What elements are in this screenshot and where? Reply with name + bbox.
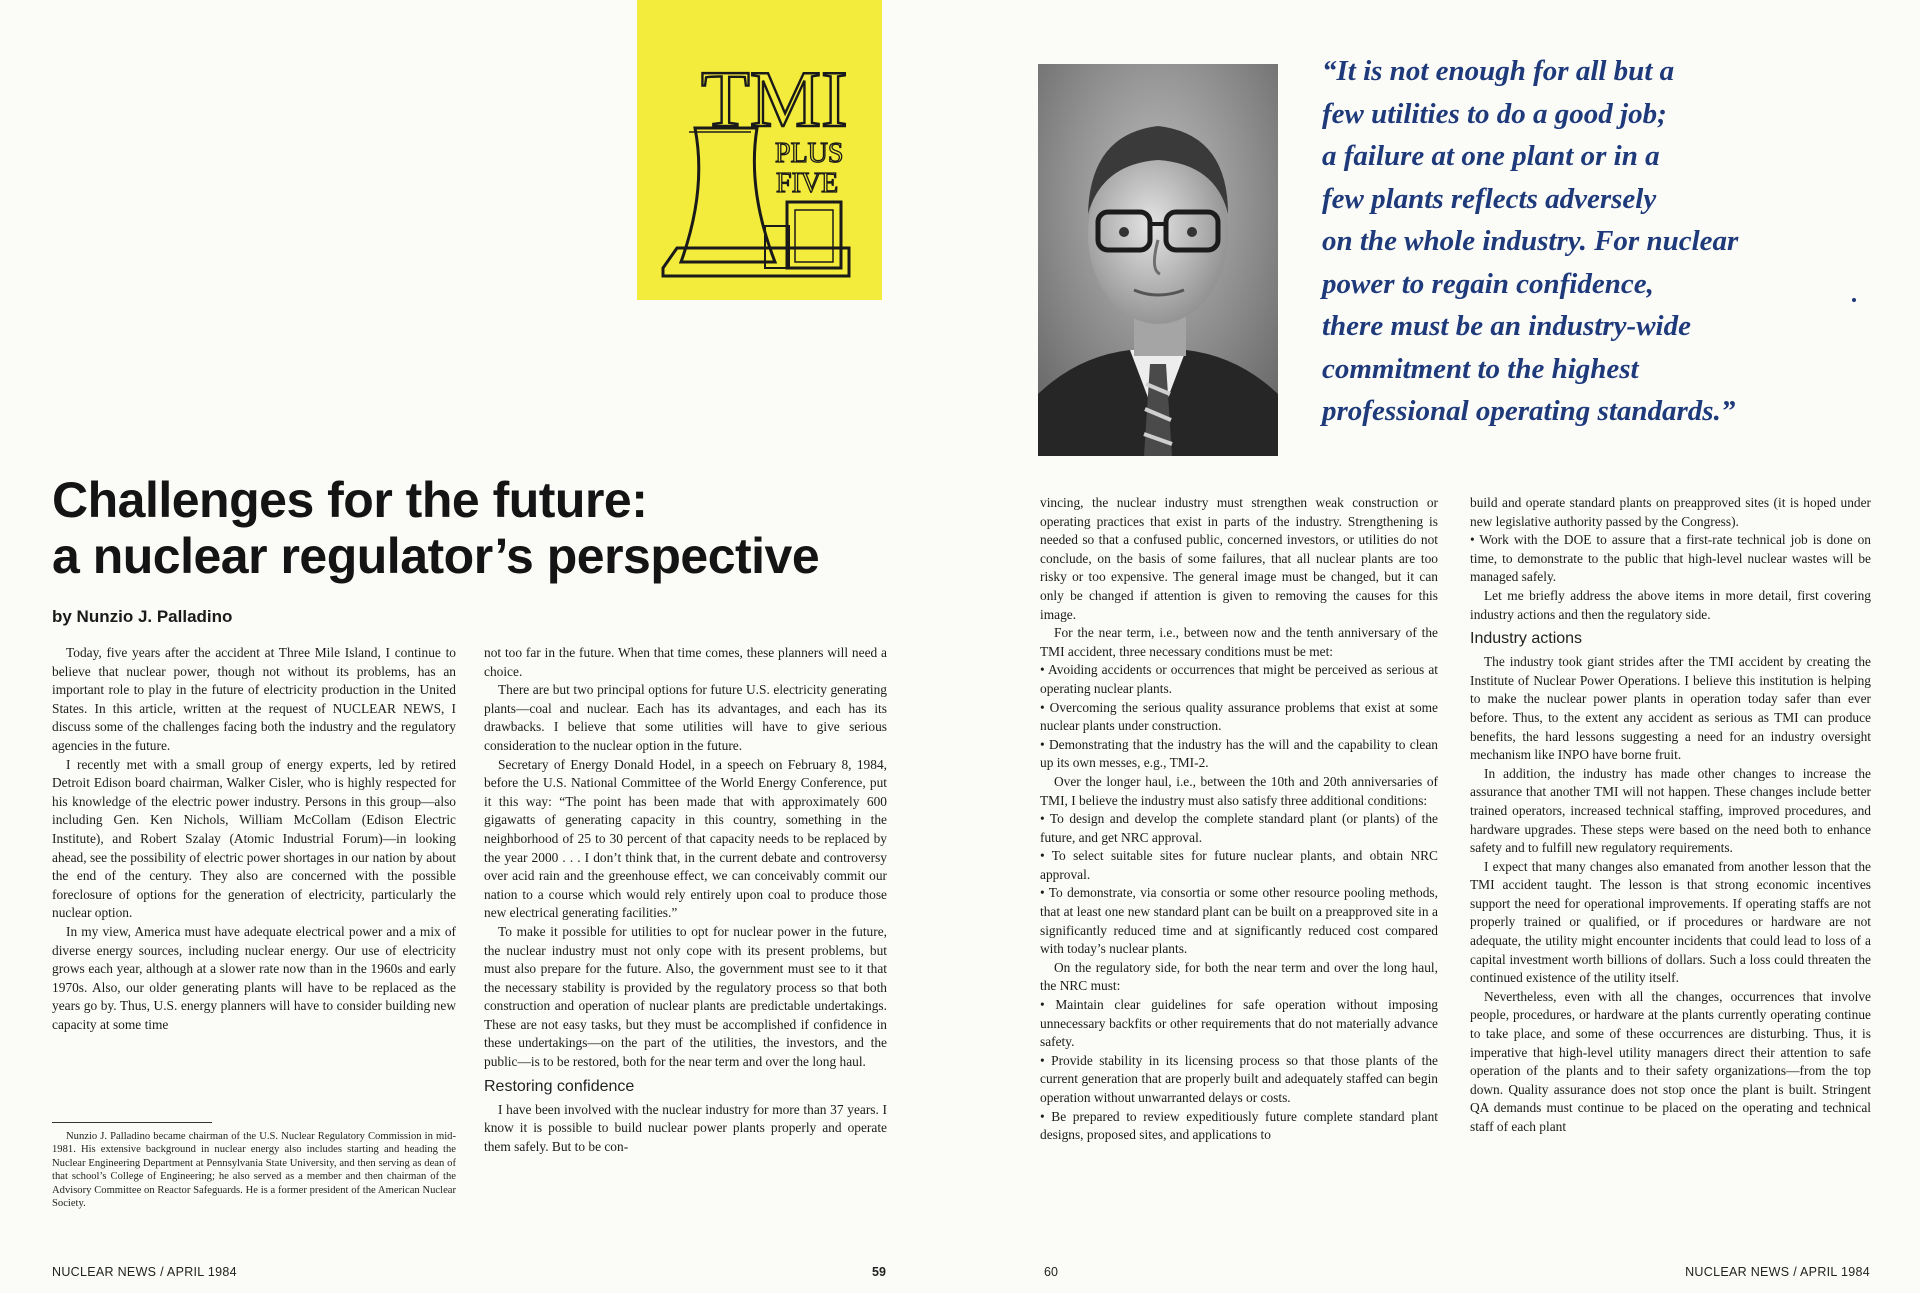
paragraph: not too far in the future. When that time comes, these planners will need a choice. xyxy=(484,645,887,679)
paragraph: There are but two principal options for future U.S. electricity generating plants—coal and nuclear. Each has its advantages, and each has its drawbacks. I believe that some utilities will have to give serious consideration to the nuclear option in the future. xyxy=(484,682,887,753)
quote-line: few utilities to do a good job; xyxy=(1322,97,1667,130)
paragraph: Today, five years after the accident at Three Mile Island, I continue to believe that nuclear power, though not without its problems, has an important role to play in the future of electricity production in the United States. In this article, written at the request of NUCLEAR NEWS, I discuss some of the challenges facing both the industry and the regulatory agencies in the future. xyxy=(52,645,456,753)
headline-line-1: Challenges for the future: xyxy=(52,472,648,528)
paragraph: Over the longer haul, i.e., between the 10th and 20th anniversaries of TMI, I believe the industry must also satisfy three additional conditions: xyxy=(1040,773,1438,808)
quote-line: a failure at one plant or in a xyxy=(1322,140,1660,172)
tmi-logo xyxy=(637,0,882,300)
bullet-item: • Work with the DOE to assure that a first-rate technical job is done on time, to demonstrate to the public that high-level nuclear wastes will be managed safely. xyxy=(1470,532,1871,585)
quote-line: few plants reflects adversely xyxy=(1322,182,1657,215)
article-headline xyxy=(52,472,902,584)
section-heading-restoring-confidence: Restoring confidence xyxy=(484,1077,635,1095)
paragraph: Secretary of Energy Donald Hodel, in a speech on February 8, 1984, before the U.S. National Committee of the World Energy Conference, put it this way: “The point has been made that with approximately 600 gigawatts of generating capacity in this country, something in the neighborhood of 25 to 30 percent of that capacity needs to be replaced by the year 2000 . . . I don’t think that, in the current debate and controversy over acid rain and the greenhouse effect, we can conceivably commit our nation to a course which would rely entirely upon coal to produce those new electrical generating facilities.” xyxy=(484,756,887,921)
quote-line: “It is not enough for all but a xyxy=(1322,55,1675,87)
paragraph: vincing, the nuclear industry must strengthen weak construction or operating practices that exist in parts of the industry. Strengthening is needed so that a confused public, concerned investors, or utilities do not conclude, on the basis of some failures, that all nuclear plants are too risky or too expensive. The general image must be changed, but it can only be changed if attention is given to removing the causes for this image. xyxy=(1040,495,1438,622)
paragraph: Nevertheless, even with all the changes, occurrences that involve people, procedures, or hardware at the plants currently operating continue to take place, and some of these occurrences are disturbing. Thus, it is imperative that high-level utility managers direct their attention to safe operation of the plants and to their safety organizations—from the top down. Quality assurance does not stop once the plant is built. Stringent QA demands must continue to be placed on the operating and technical staff of each plant xyxy=(1470,988,1871,1134)
bullet-item: • To design and develop the complete standard plant (or plants) of the future, and get NRC approval. xyxy=(1040,811,1438,845)
bullet-item: • Maintain clear guidelines for safe operation without imposing unnecessary backfits or other requirements that do not materially advance safety. xyxy=(1040,997,1438,1050)
decorative-dot xyxy=(1852,298,1856,302)
paragraph: I have been involved with the nuclear industry for more than 37 years. I know it is possible to build nuclear power plants properly and operate them safely. But to be con- xyxy=(484,1101,887,1154)
bullet-item: • Avoiding accidents or occurrences that might be perceived as serious at operating nuclear plants. xyxy=(1040,662,1438,696)
cooling-tower-icon xyxy=(637,0,882,300)
bullet-item: • To demonstrate, via consortia or some other resource pooling methods, that at least one new standard plant can be built on a preapproved site in a significantly reduced time and at significantly reduced cost compared with today’s nuclear plants. xyxy=(1040,885,1438,957)
logo-subtitle-plus: PLUS xyxy=(775,138,844,169)
bio-divider xyxy=(52,1122,212,1123)
quote-line: professional operating standards.” xyxy=(1322,395,1736,427)
bullet-item: • Provide stability in its licensing process so that those plants of the current generation that are properly built and adequately staffed can begin operation without unwarranted delays or costs. xyxy=(1040,1052,1438,1105)
bullet-item: • To select suitable sites for future nuclear plants, and obtain NRC approval. xyxy=(1040,848,1438,882)
logo-title: TMI xyxy=(701,56,848,144)
footer-left: NUCLEAR NEWS / APRIL 1984 xyxy=(52,1265,237,1279)
footer-right: NUCLEAR NEWS / APRIL 1984 xyxy=(1685,1265,1870,1279)
page-number-left: 59 xyxy=(872,1265,886,1279)
paragraph: The industry took giant strides after the TMI accident by creating the Institute of Nuclear Power Operations. I believe this institution is helping to make the nuclear power plants in operation today safer than ever before. Thus, to the extent any accident as serious as TMI can produce benefits, the hard lessons suggesting a need for an industry oversight mechanism like INPO have borne fruit. xyxy=(1470,654,1871,763)
quote-line: on the whole industry. For nuclear xyxy=(1322,225,1739,257)
quote-line: commitment to the highest xyxy=(1322,352,1639,385)
paragraph: I expect that many changes also emanated from another lesson that the TMI accident taught. The lesson is that strong economic incentives support the need for operational improvements. If operating staffs are not properly trained or qualified, or if procedures or hardware are not adequate, the utility might encounter incidents that could lead to loss of a capital investment worth billions of dollars. Such a loss could threaten the continued existence of the utility itself. xyxy=(1470,858,1871,986)
right-column-2 xyxy=(1470,494,1871,1137)
byline: by Nunzio J. Palladino xyxy=(52,607,233,626)
portrait-photo-icon xyxy=(1038,64,1278,456)
paragraph: build and operate standard plants on preapproved sites (it is hoped under new legislative authority passed by the Congress). xyxy=(1470,495,1871,529)
logo-subtitle-five: FIVE xyxy=(776,168,839,199)
page-number-right: 60 xyxy=(1044,1265,1058,1279)
right-page xyxy=(960,0,1920,1293)
pull-quote xyxy=(1322,50,1842,433)
bullet-item: • Demonstrating that the industry has the will and the capability to clean up its own messes, e.g., TMI-2. xyxy=(1040,736,1438,771)
bullet-item: • Be prepared to review expeditiously future complete standard plant designs, proposed sites, and applications to xyxy=(1040,1108,1438,1143)
bullet-item: • Overcoming the serious quality assurance problems that exist at some nuclear plants under construction. xyxy=(1040,699,1438,734)
paragraph: In addition, the industry has made other changes to increase the assurance that another TMI will not happen. These changes include better trained operators, increased technical staffing, improved procedures, and hardware upgrades. These steps were based on the need both to enhance safety and to fulfill new regulatory requirements. xyxy=(1470,765,1871,856)
paragraph: On the regulatory side, for both the near term and over the long haul, the NRC must: xyxy=(1040,959,1438,994)
paragraph: To make it possible for utilities to opt for nuclear power in the future, the nuclear industry must not only cope with its present problems, but must also prepare for the future. Also, the government must see to it that the necessary stability is provided by the regulatory process so that both construction and operation of nuclear plants are predictable undertakings. These are not easy tasks, but they must be accomplished if confidence in these undertakings—on the part of the utilities, the investors, and the public—is to be restored, both for the near term and over the long haul. xyxy=(484,923,887,1070)
quote-line: there must be an industry-wide xyxy=(1322,310,1691,342)
right-column-1 xyxy=(1040,494,1438,1145)
left-column-2 xyxy=(484,644,887,1156)
left-column-1 xyxy=(52,644,456,1034)
paragraph: I recently met with a small group of energy experts, led by retired Detroit Edison board chairman, Walker Cisler, who is highly respected for his knowledge of the electric power industry. Persons in this group—also including Gen. Ken Nichols, William McCollam (Edison Electric Institute), and Robert Szalay (Atomic Industrial Forum)—in looking ahead, see the possibility of electric power shortages in our nation by about the end of the century. They also are concerned with the possible foreclosure of options for the generation of electricity, particularly the nuclear option. xyxy=(52,756,456,921)
paragraph: For the near term, i.e., between now and the tenth anniversary of the TMI accident, three necessary conditions must be met: xyxy=(1040,625,1438,659)
quote-line: power to regain confidence, xyxy=(1322,267,1654,300)
paragraph: In my view, America must have adequate electrical power and a mix of diverse energy sources, including nuclear energy. Our use of electricity grows each year, although at a slower rate now than in the 1960s and early 1970s. Also, our older generating plants will have to be replaced as the years go by. Thus, U.S. energy planners will have to consider building new capacity at some time xyxy=(52,923,456,1032)
headline-line-2: a nuclear regulator’s perspective xyxy=(52,528,820,584)
paragraph: Let me briefly address the above items in more detail, first covering industry actions and then the regulatory side. xyxy=(1470,587,1871,622)
author-portrait xyxy=(1038,64,1278,456)
section-heading-industry-actions: Industry actions xyxy=(1470,630,1583,648)
author-bio: Nunzio J. Palladino became chairman of the U.S. Nuclear Regulatory Commission in mid-1981. His extensive background in nuclear energy also includes starting and heading the Nuclear Engineering Department at Pennsylvania State University, and then serving as dean of that school’s College of Engineering; he also served as a member and then chairman of the Advisory Committee on Reactor Safeguards. He is a former president of the American Nuclear Society. xyxy=(52,1131,456,1210)
